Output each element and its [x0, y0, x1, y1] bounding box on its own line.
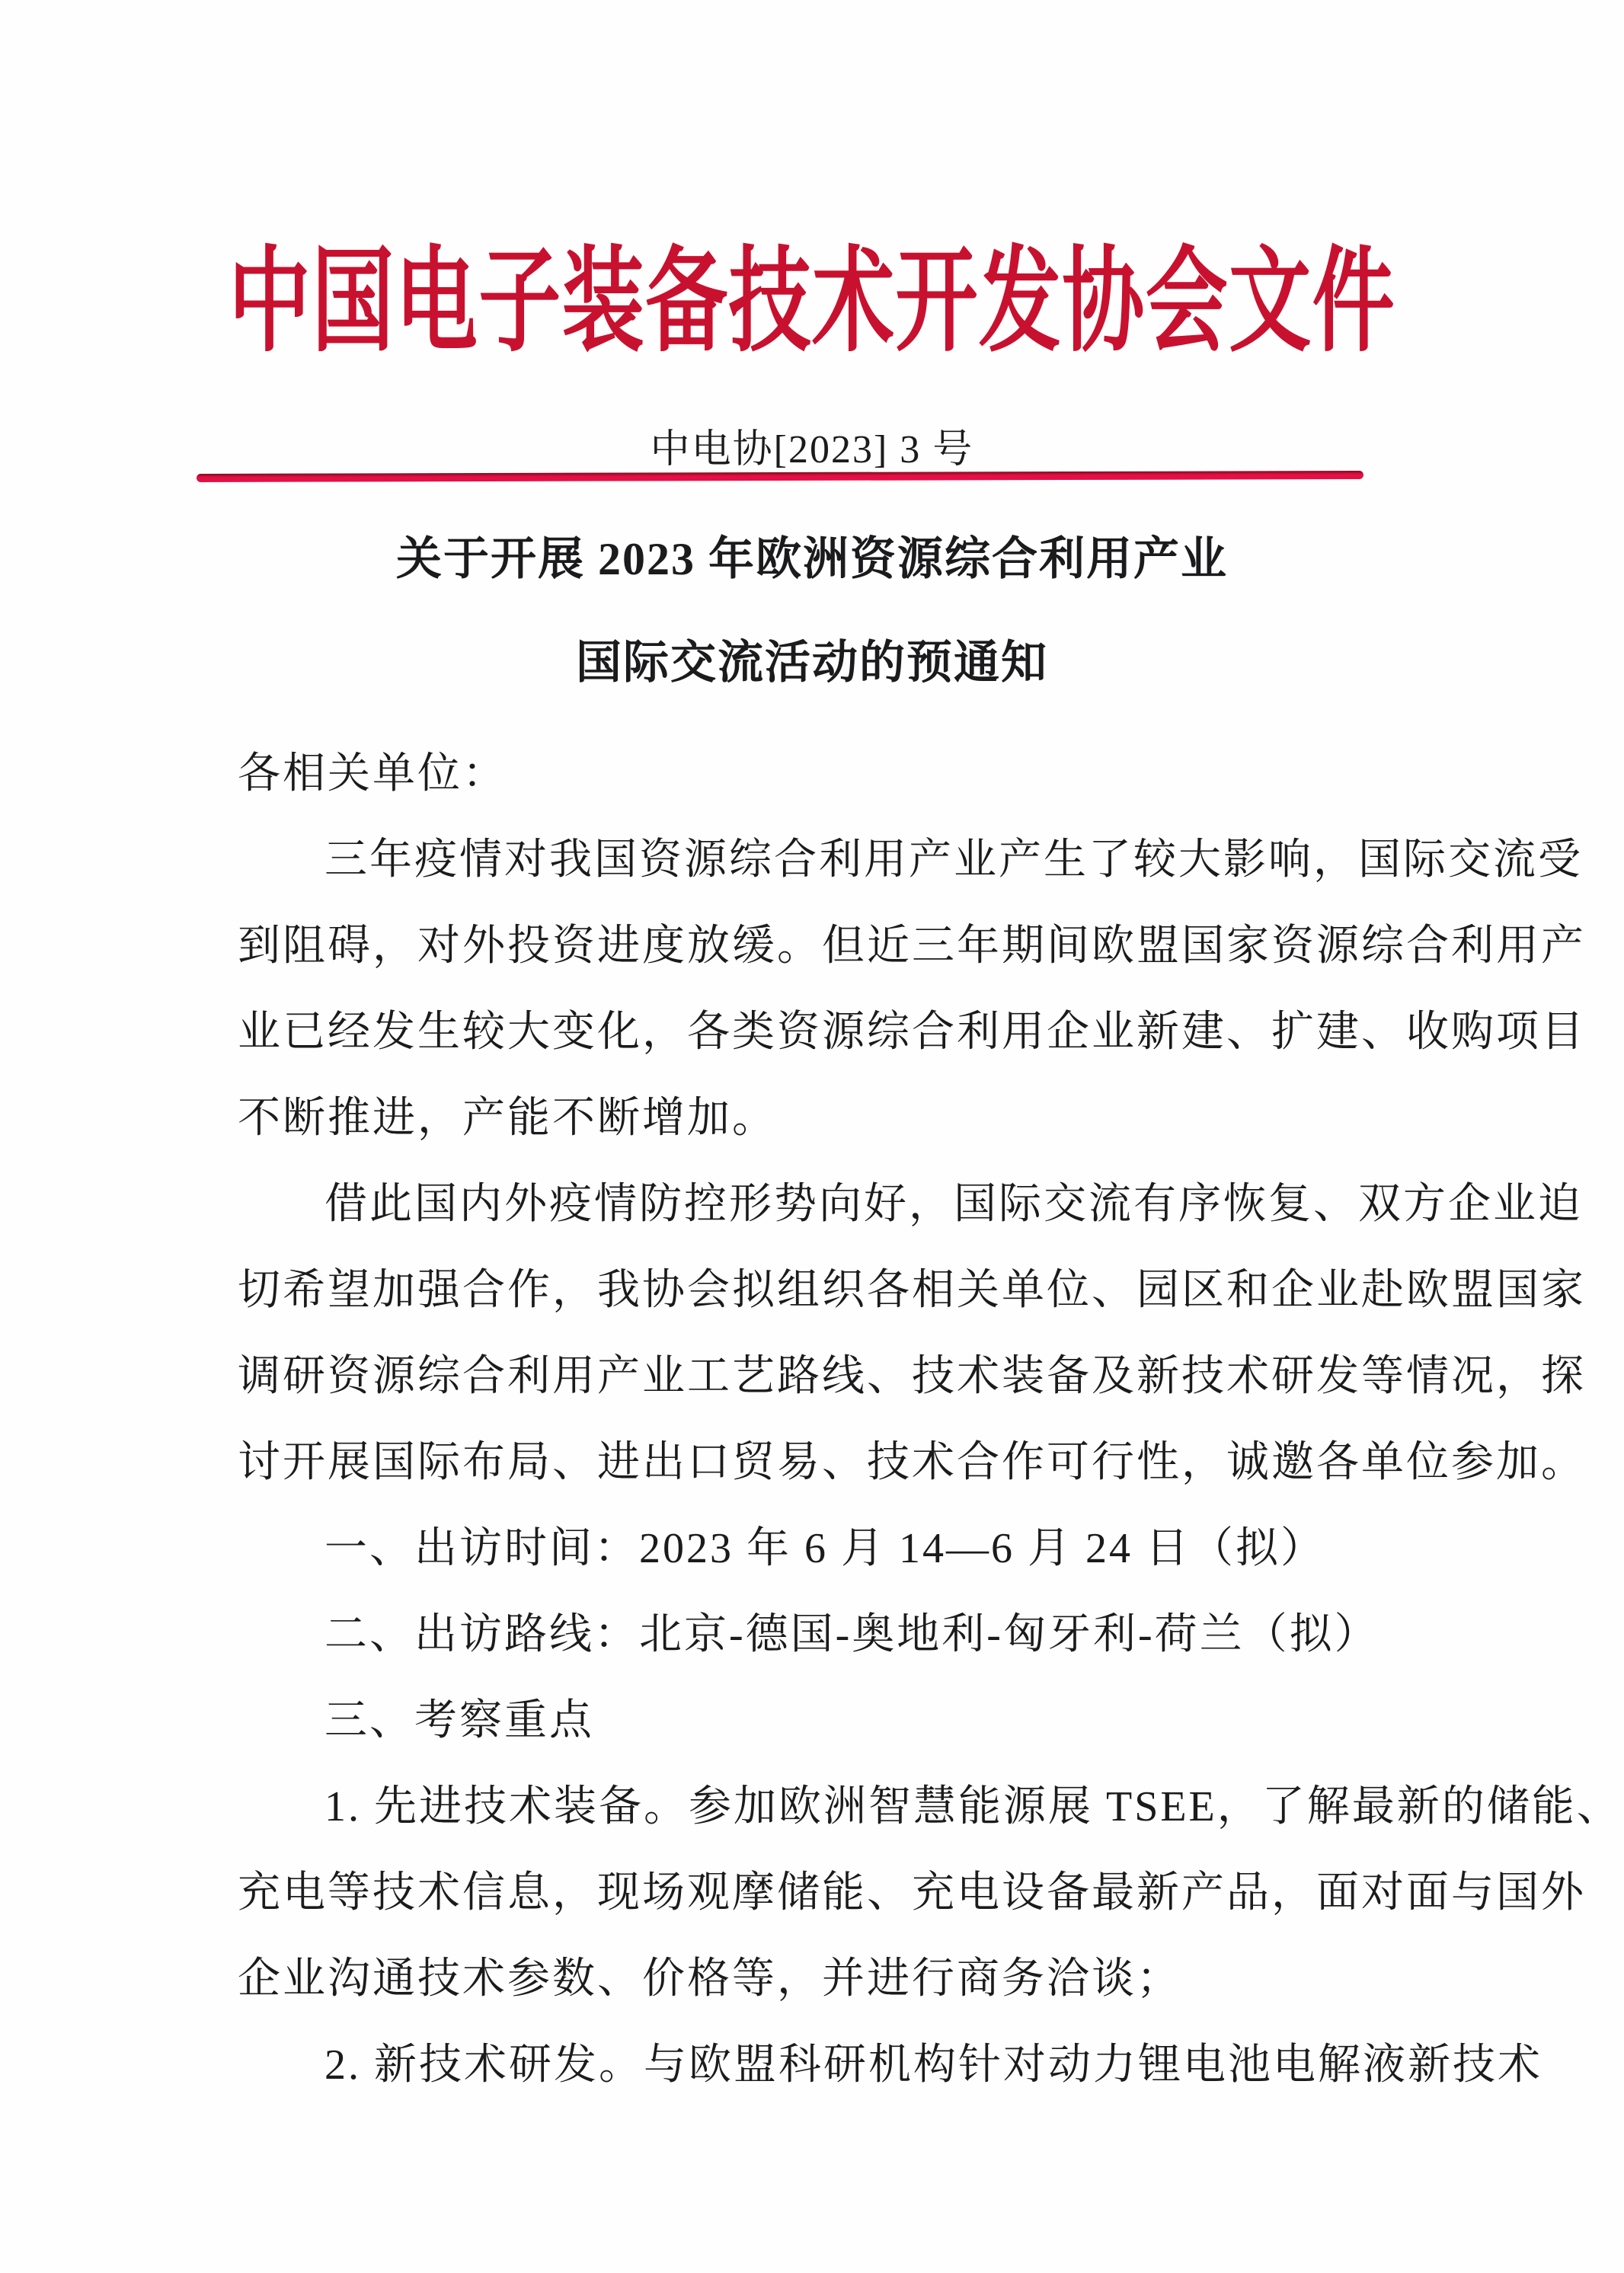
body-line: 讨开展国际布局、进出口贸易、技术合作可行性，诚邀各单位参加。: [238, 1439, 1586, 1486]
visit-time-line: 一、出访时间：2023 年 6 月 14—6 月 24 日（拟）: [324, 1525, 1325, 1572]
body-line: 三年疫情对我国资源综合利用产业产生了较大影响，国际交流受: [324, 836, 1583, 884]
salutation-line: 各相关单位：: [238, 750, 507, 798]
body-line: 到阻碍，对外投资进度放缓。但近三年期间欧盟国家资源综合利用产: [238, 922, 1586, 970]
body-line: 不断推进，产能不断增加。: [238, 1095, 777, 1142]
document-body: [238, 731, 1622, 2108]
visit-route-line: 二、出访路线：北京-德国-奥地利-匈牙利-荷兰（拟）: [324, 1611, 1379, 1658]
scan-smudge: [1281, 2224, 1601, 2273]
inspection-focus-heading: 三、考察重点: [324, 1697, 594, 1744]
body-line: 切希望加强合作，我协会拟组织各相关单位、园区和企业赴欧盟国家: [238, 1267, 1586, 1314]
document-number: 中电协[2023] 3 号: [650, 428, 974, 472]
body-line: 企业沟通技术参数、价格等，并进行商务洽谈；: [238, 1955, 1181, 2003]
body-line: 借此国内外疫情防控形势向好，国际交流有序恢复、双方企业迫: [324, 1181, 1583, 1228]
body-line: 调研资源综合利用产业工艺路线、技术装备及新技术研发等情况，探: [238, 1353, 1586, 1400]
body-line: 业已经发生较大变化，各类资源综合利用企业新建、扩建、收购项目: [238, 1009, 1586, 1056]
body-line: 充电等技术信息，现场观摩储能、充电设备最新产品，面对面与国外: [238, 1869, 1586, 1917]
focus-item-2-line: 2. 新技术研发。与欧盟科研机构针对动力锂电池电解液新技术: [324, 2041, 1542, 2089]
focus-item-1-line: 1. 先进技术装备。参加欧洲智慧能源展 TSEE，了解最新的储能、: [324, 1783, 1622, 1830]
org-masthead-title: 中国电子装备技术开发协会文件: [228, 239, 1396, 366]
document-title-line1: 关于开展 2023 年欧洲资源综合利用产业: [396, 534, 1228, 584]
document-title: [0, 535, 1624, 687]
header-divider-rule: [197, 471, 1363, 482]
document-title-line2: 国际交流活动的预通知: [576, 638, 1048, 688]
